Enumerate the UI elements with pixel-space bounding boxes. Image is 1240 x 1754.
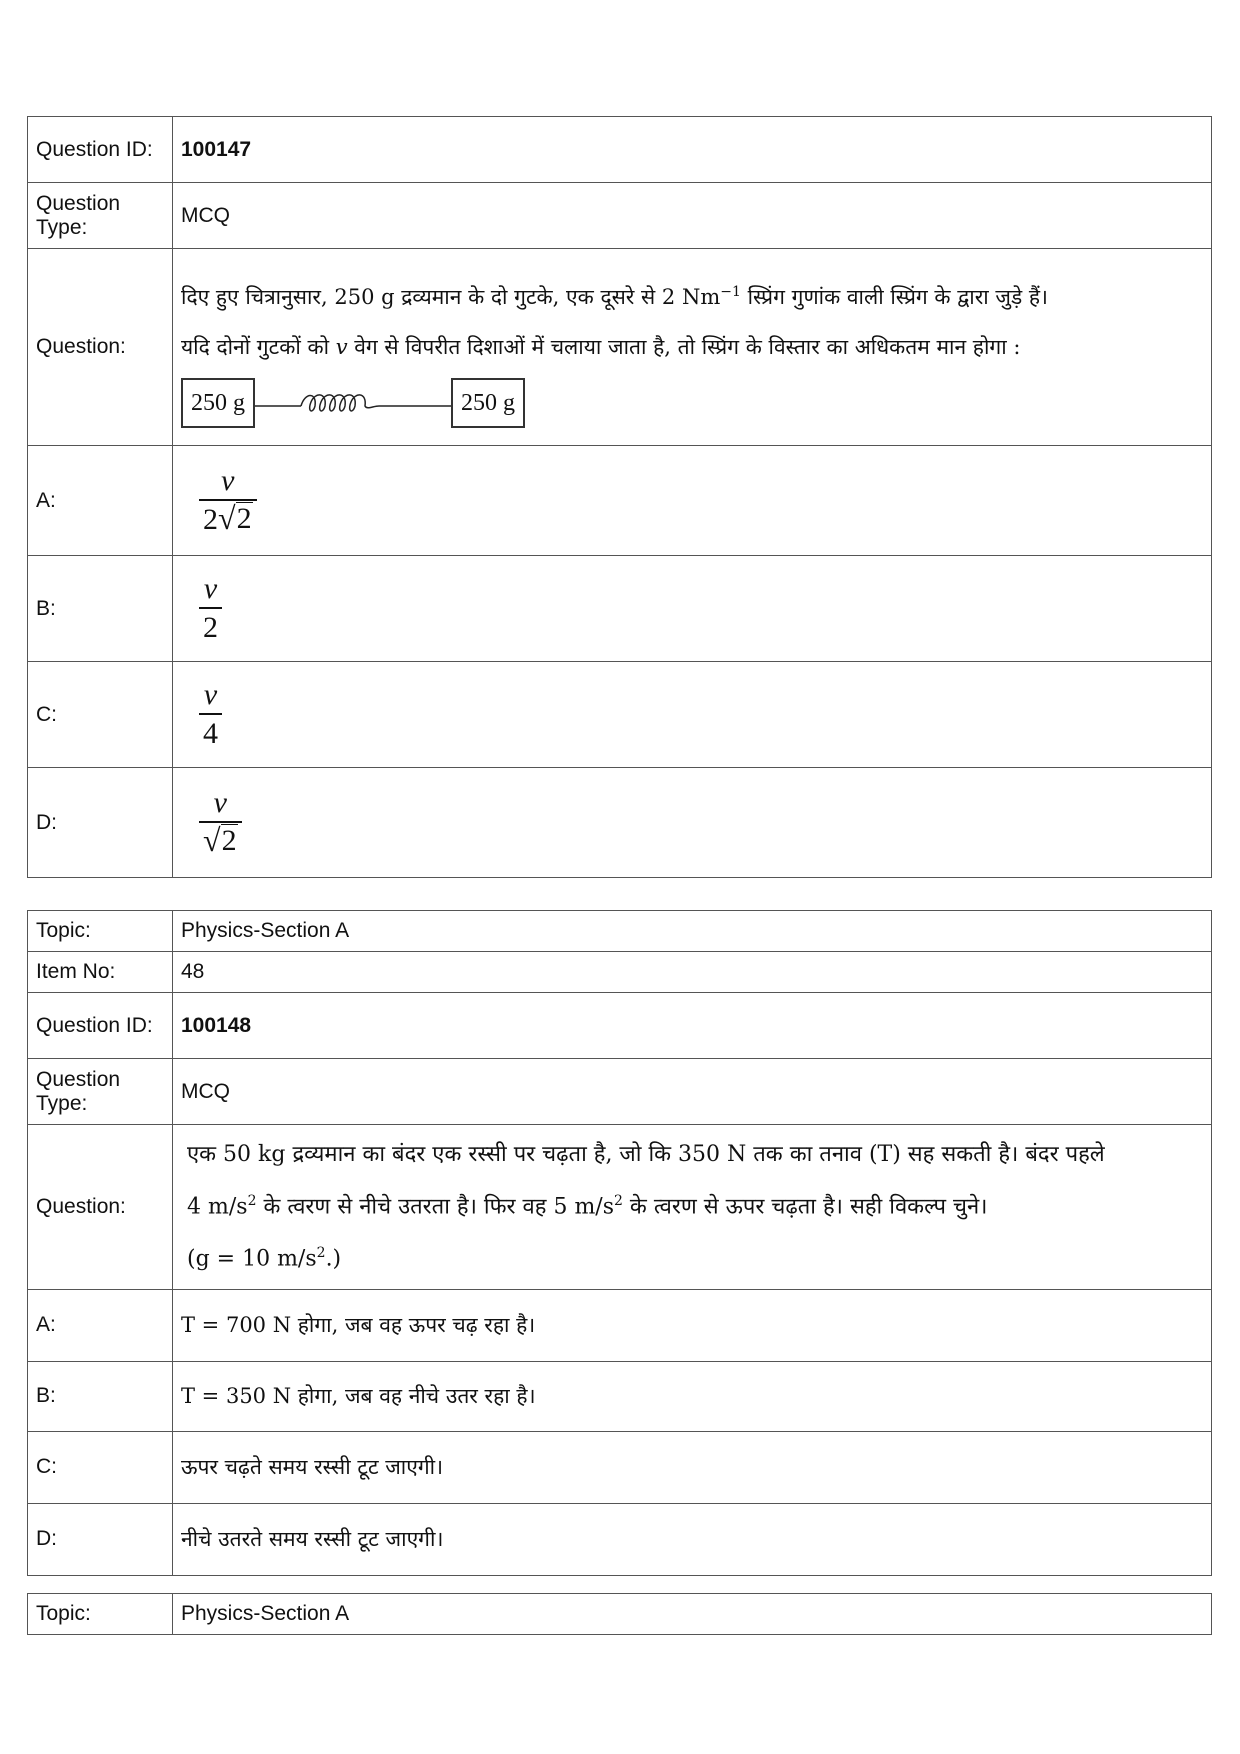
topic-label: Topic:: [28, 1594, 173, 1635]
option-row-b[interactable]: [28, 1361, 1212, 1431]
fraction: $\frac{v}{4}$: [199, 677, 222, 753]
block-right: 250 g: [451, 378, 525, 428]
option-label: B:: [28, 1361, 173, 1431]
question-line-3: (g = 10 $m/s^2$.): [187, 1245, 342, 1272]
item-no-label: Item No:: [28, 952, 173, 993]
option-c-value[interactable]: ऊपर चढ़ते समय रस्सी टूट जाएगी।: [173, 1431, 1212, 1503]
block-left: 250 g: [181, 378, 255, 428]
question-table-100147: [27, 116, 1212, 878]
option-a-value[interactable]: T = 700 N होगा, जब वह ऊपर चढ़ रहा है।: [173, 1289, 1212, 1361]
topic-value: Physics-Section A: [173, 1594, 1212, 1635]
option-label: D:: [28, 768, 173, 878]
question-label: Question:: [28, 1125, 173, 1290]
question-line-2: 4 $m/s^2$ के त्वरण से नीचे उतरता है। फिर वह 5 $m/s^2$ के त्वरण से ऊपर चढ़ता है। सही विकल्प चुने।: [187, 1193, 988, 1220]
option-d-value[interactable]: [173, 768, 1212, 878]
spring-block-diagram: [181, 378, 1203, 428]
item-no-value: 48: [173, 952, 1212, 993]
question-line-1: दिए हुए चित्रानुसार, 250 g द्रव्यमान के दो गुटके, एक दूसरे से 2 $Nm^{-1}$ स्प्रिंग गुणांक वाली स्प्रिंग के द्वारा जुड़े हैं।: [181, 283, 1049, 309]
question-text: [173, 1125, 1212, 1290]
question-label: Question:: [28, 249, 173, 446]
fraction: v √ 2: [199, 785, 242, 861]
option-row-a[interactable]: [28, 1289, 1212, 1361]
question-text: [173, 249, 1212, 446]
question-table-100148: [27, 910, 1212, 1576]
fraction: $\frac{v}{2}$: [199, 571, 222, 647]
option-label: A:: [28, 446, 173, 556]
question-id-value: 100148: [173, 993, 1212, 1059]
option-row-d[interactable]: [28, 1503, 1212, 1575]
option-b-value[interactable]: T = 350 N होगा, जब वह नीचे उतर रहा है।: [173, 1361, 1212, 1431]
question-table-next: [27, 1593, 1212, 1635]
question-type-value: MCQ: [173, 1059, 1212, 1125]
question-type-value: MCQ: [173, 183, 1212, 249]
option-label: C:: [28, 662, 173, 768]
option-d-value[interactable]: नीचे उतरते समय रस्सी टूट जाएगी।: [173, 1503, 1212, 1575]
option-row-c[interactable]: [28, 662, 1212, 768]
option-label: A:: [28, 1289, 173, 1361]
option-row-d[interactable]: [28, 768, 1212, 878]
topic-value: Physics-Section A: [173, 911, 1212, 952]
question-line-2: यदि दोनों गुटकों को v वेग से विपरीत दिशाओं में चलाया जाता है, तो स्प्रिंग के विस्तार का अधिकतम मान होगा :: [181, 334, 1021, 359]
option-b-value[interactable]: [173, 556, 1212, 662]
option-row-a[interactable]: [28, 446, 1212, 556]
option-label: C:: [28, 1431, 173, 1503]
question-id-value: 100147: [173, 117, 1212, 183]
question-id-label: Question ID:: [28, 117, 173, 183]
question-line-1: एक 50 kg द्रव्यमान का बंदर एक रस्सी पर चढ़ता है, जो कि 350 N तक का तनाव (T) सह सकती है। बंदर पहले: [187, 1142, 1105, 1167]
question-type-label: Question Type:: [28, 183, 173, 249]
question-id-label: Question ID:: [28, 993, 173, 1059]
topic-label: Topic:: [28, 911, 173, 952]
option-c-value[interactable]: [173, 662, 1212, 768]
fraction: v 2 √ 2: [199, 463, 257, 539]
option-a-value[interactable]: [173, 446, 1212, 556]
option-label: B:: [28, 556, 173, 662]
option-row-b[interactable]: [28, 556, 1212, 662]
option-row-c[interactable]: [28, 1431, 1212, 1503]
option-label: D:: [28, 1503, 173, 1575]
spring-icon: [255, 388, 451, 418]
question-type-label: Question Type:: [28, 1059, 173, 1125]
